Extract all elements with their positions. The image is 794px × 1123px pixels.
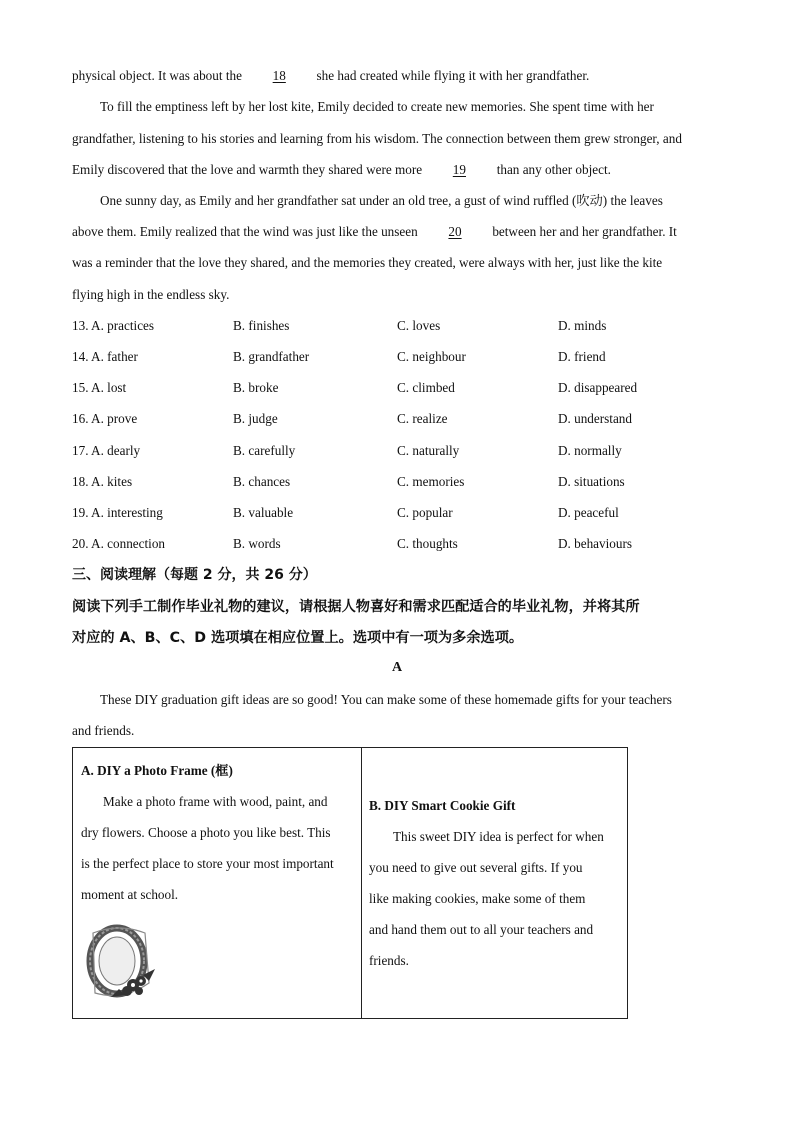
option-text: 16. A. prove (72, 411, 138, 426)
option-text: C. climbed (397, 380, 455, 395)
option-row-16 (72, 409, 722, 429)
option-text: 15. A. lost (72, 380, 127, 395)
passage-text: Emily discovered that the love and warmth they shared were more (72, 162, 423, 177)
passage-line-7: was a reminder that the love they shared, and the memories they created, were always with her, just like the kite (72, 255, 663, 270)
gift-b-line: you need to give out several gifts. If you (369, 860, 583, 875)
option-text: D. disappeared (558, 380, 638, 395)
option-text: C. neighbour (397, 349, 466, 364)
option-text: B. grandfather (233, 349, 310, 364)
option-text: 14. A. father (72, 349, 138, 364)
option-text: C. memories (397, 474, 465, 489)
option-text: B. judge (233, 411, 278, 426)
option-text: B. valuable (233, 505, 294, 520)
passage-text: than any other object. (496, 162, 611, 177)
gift-b-line: like making cookies, make some of them (369, 891, 586, 906)
option-text: B. carefully (233, 443, 296, 458)
passage-text: between her and her grandfather. It (492, 224, 677, 239)
option-text: D. behaviours (558, 536, 632, 551)
passage-line-2: To fill the emptiness left by her lost kite, Emily decided to create new memories. She spent time with her (100, 99, 654, 114)
blank-19: 19 (452, 162, 466, 177)
intro-line-2: and friends. (72, 723, 135, 738)
option-row-13 (72, 316, 722, 336)
section-heading: 三、阅读理解（每题 2 分，共 26 分） (72, 567, 317, 583)
passage-text: above them. Emily realized that the wind was just like the unseen (72, 224, 418, 239)
option-text: C. realize (397, 411, 448, 426)
option-text: B. broke (233, 380, 279, 395)
option-text: D. minds (558, 318, 607, 333)
option-text: C. loves (397, 318, 441, 333)
option-text: B. chances (233, 474, 291, 489)
table-divider (361, 748, 362, 1018)
option-text: D. understand (558, 411, 632, 426)
passage-text: physical object. It was about the (72, 68, 242, 83)
option-row-20 (72, 534, 722, 554)
option-text: C. thoughts (397, 536, 458, 551)
option-text: D. peaceful (558, 505, 619, 520)
gift-b-title: B. DIY Smart Cookie Gift (369, 798, 516, 813)
passage-line-1 (72, 66, 722, 86)
gift-cell-a (81, 755, 356, 910)
instruction-line-1: 阅读下列手工制作毕业礼物的建议，请根据人物喜好和需求匹配适合的毕业礼物，并将其所 (72, 599, 640, 615)
option-row-19 (72, 503, 722, 523)
option-row-18 (72, 472, 722, 492)
gift-b-line: This sweet DIY idea is perfect for when (393, 829, 604, 844)
option-text: 20. A. connection (72, 536, 166, 551)
option-text: B. words (233, 536, 281, 551)
gift-a-line: is the perfect place to store your most important (81, 856, 334, 871)
intro-line-1: These DIY graduation gift ideas are so good! You can make some of these homemade gifts for your teachers (100, 692, 672, 707)
passage-line-4 (72, 160, 722, 180)
option-text: D. situations (558, 474, 625, 489)
gift-a-line: Make a photo frame with wood, paint, and (103, 794, 328, 809)
option-text: 13. A. practices (72, 318, 155, 333)
option-text: C. popular (397, 505, 453, 520)
option-text: 18. A. kites (72, 474, 133, 489)
gift-a-line: moment at school. (81, 887, 179, 902)
gift-b-line: and hand them out to all your teachers and (369, 922, 594, 937)
instruction-line-2: 对应的 A、B、C、D 选项填在相应位置上。选项中有一项为多余选项。 (72, 630, 524, 646)
option-row-15 (72, 378, 722, 398)
photo-frame-image (83, 923, 159, 1003)
passage-line-5: One sunny day, as Emily and her grandfather sat under an old tree, a gust of wind ruffled (吹动) the leaves (100, 193, 663, 208)
option-row-14 (72, 347, 722, 367)
option-row-17 (72, 441, 722, 461)
gift-cell-b (369, 790, 624, 976)
option-text: B. finishes (233, 318, 290, 333)
gift-a-line: dry flowers. Choose a photo you like best. This (81, 825, 331, 840)
blank-20: 20 (448, 224, 462, 239)
part-label: A (391, 660, 403, 675)
passage-line-3: grandfather, listening to his stories and learning from his wisdom. The connection between them grew stronger, and (72, 131, 682, 146)
option-text: D. friend (558, 349, 606, 364)
passage-text: she had created while flying it with her grandfather. (316, 68, 590, 83)
gift-table (72, 747, 628, 1019)
option-text: 17. A. dearly (72, 443, 141, 458)
option-text: C. naturally (397, 443, 460, 458)
passage-line-6 (72, 222, 722, 242)
gift-a-title: A. DIY a Photo Frame (框) (81, 763, 233, 778)
passage-line-8: flying high in the endless sky. (72, 287, 230, 302)
option-text: D. normally (558, 443, 622, 458)
gift-b-line: friends. (369, 953, 409, 968)
blank-18: 18 (272, 68, 286, 83)
option-text: 19. A. interesting (72, 505, 163, 520)
